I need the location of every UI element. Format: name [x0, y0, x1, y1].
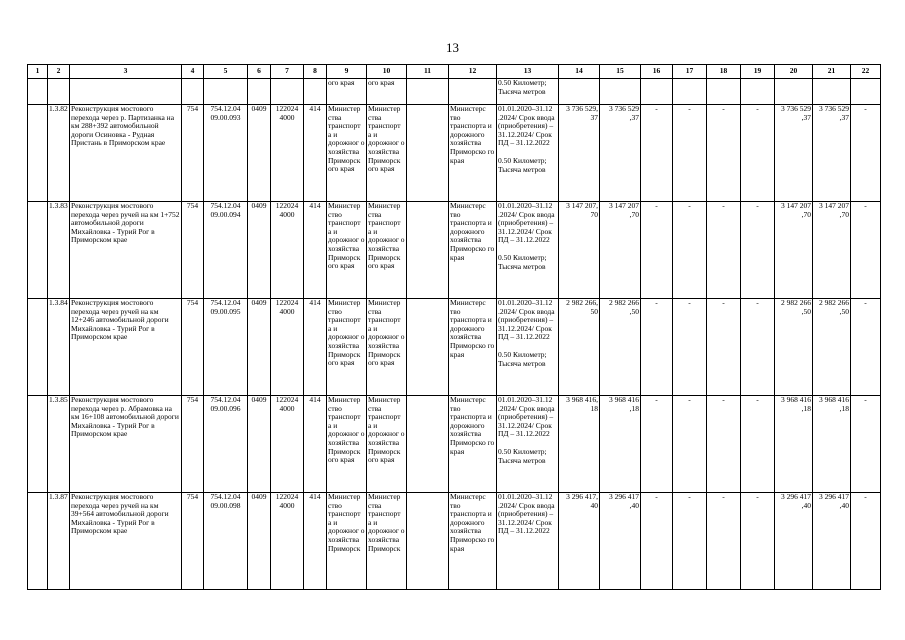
amount-cell: 3 736 529, 37 [559, 105, 600, 202]
code-cell: 0409 [248, 202, 271, 299]
code-cell: 754.12.04 09.00.094 [204, 202, 248, 299]
code-cell: 414 [304, 105, 327, 202]
owner-cell: Министер ства транспорт а и дорожног о хозяйства Приморск ого края [327, 105, 367, 202]
amount-cell: - [673, 396, 707, 493]
amount-cell: 3 968 416, 18 [559, 396, 600, 493]
amount-cell: - [707, 202, 741, 299]
row-number: 1.3.82 [48, 105, 70, 202]
amount-cell: 3 736 529 ,37 [813, 105, 851, 202]
manager-cell: ого края [367, 79, 407, 105]
customer-cell: Министерс тво транспорта и дорожного хозяйства Приморско го края [449, 105, 497, 202]
code-cell: 754 [182, 299, 204, 396]
code-cell: 0409 [248, 396, 271, 493]
amount-cell: - [741, 299, 775, 396]
header-cell: 19 [741, 65, 775, 79]
code-cell: 414 [304, 396, 327, 493]
header-cell: 14 [559, 65, 600, 79]
code-cell: 122024 4000 [271, 299, 304, 396]
terms-text: 01.01.2020–31.12 .2024/ Срок ввода (приобретения) – 31.12.2024/ Срок ПД – 31.12.2022 [498, 298, 555, 342]
header-cell: 8 [304, 65, 327, 79]
budget-table [27, 64, 881, 590]
amount-cell: - [707, 105, 741, 202]
object-name: Реконструкция мостового перехода через ручей на км 12+246 автомобильной дороги Михайловка - Турий Рог в Приморском крае [70, 299, 182, 396]
table-row-continued [28, 79, 881, 105]
code-cell: 414 [304, 493, 327, 590]
owner-cell: Министер ство транспорт а и дорожног о хозяйства Приморск [327, 493, 367, 590]
terms-cell [497, 299, 559, 396]
code-cell: 122024 4000 [271, 396, 304, 493]
amount-cell: 3 296 417 ,40 [813, 493, 851, 590]
amount-cell: 3 736 529 ,37 [775, 105, 813, 202]
code-cell: 754.12.04 09.00.093 [204, 105, 248, 202]
amount-cell: 3 968 416 ,18 [813, 396, 851, 493]
amount-cell: - [741, 396, 775, 493]
table-row [28, 105, 881, 202]
code-cell: 122024 4000 [271, 493, 304, 590]
code-cell: 414 [304, 299, 327, 396]
table-row [28, 396, 881, 493]
header-cell: 5 [204, 65, 248, 79]
amount-cell: 3 968 416 ,18 [600, 396, 641, 493]
header-cell: 12 [449, 65, 497, 79]
header-cell: 22 [851, 65, 881, 79]
code-cell: 754.12.04 09.00.098 [204, 493, 248, 590]
header-cell: 9 [327, 65, 367, 79]
capacity-text: 0.50 Километр; Тысяча метров [498, 252, 547, 271]
code-cell: 414 [304, 202, 327, 299]
amount-cell: 3 296 417, 40 [559, 493, 600, 590]
header-cell: 7 [271, 65, 304, 79]
table-row [28, 299, 881, 396]
row-number: 1.3.83 [48, 202, 70, 299]
capacity-text: 0.50 Километр; Тысяча метров [498, 155, 547, 174]
code-cell: 754 [182, 105, 204, 202]
object-name: Реконструкция мостового перехода через ручей на км 39+564 автомобильной дороги Михайловка - Турий Рог в Приморском крае [70, 493, 182, 590]
header-cell: 1 [28, 65, 48, 79]
code-cell: 754 [182, 493, 204, 590]
amount-cell: - [641, 202, 673, 299]
amount-cell: 3 296 417 ,40 [600, 493, 641, 590]
object-name: Реконструкция мостового перехода через р. Абрамовка на км 16+108 автомобильной дороги Михайловка - Турий Рог в Приморском крае [70, 396, 182, 493]
object-name: Реконструкция мостового перехода через ручей на км 1+752 автомобильной дороги Михайловка - Турий Рог в Приморском крае [70, 202, 182, 299]
code-cell: 122024 4000 [271, 202, 304, 299]
owner-cell: Министер ство транспорт а и дорожног о хозяйства Приморск ого края [327, 299, 367, 396]
manager-cell: Министер ства транспорт а и дорожног о хозяйства Приморск ого края [367, 202, 407, 299]
terms-text: 01.01.2020–31.12 .2024/ Срок ввода (приобретения) – 31.12.2024/ Срок ПД – 31.12.2022 [498, 395, 555, 439]
amount-cell: - [673, 299, 707, 396]
customer-cell: Министерс тво транспорта и дорожного хозяйства Приморско го края [449, 493, 497, 590]
manager-cell: Министер ства транспорт а и дорожног о хозяйства Приморск ого края [367, 299, 407, 396]
table-row [28, 493, 881, 590]
object-name: Реконструкция мостового перехода через р. Партизанка на км 288+392 автомобильной дороги Осиновка - Рудная Пристань в Приморском крае [70, 105, 182, 202]
amount-cell: - [851, 299, 881, 396]
amount-cell: - [741, 493, 775, 590]
amount-cell: 3 147 207, 70 [559, 202, 600, 299]
amount-cell: - [641, 105, 673, 202]
amount-cell: 3 147 207 ,70 [775, 202, 813, 299]
amount-cell: 3 736 529 ,37 [600, 105, 641, 202]
amount-cell: 2 982 266, 50 [559, 299, 600, 396]
amount-cell: - [851, 396, 881, 493]
terms-text: 01.01.2020–31.12 .2024/ Срок ввода (приобретения) – 31.12.2024/ Срок ПД – 31.12.2022 [498, 492, 555, 536]
page-number: 13 [446, 40, 459, 55]
code-cell: 0409 [248, 105, 271, 202]
customer-cell: Министерс тво транспорта и дорожного хозяйства Приморско го края [449, 202, 497, 299]
amount-cell: - [707, 299, 741, 396]
amount-cell: 3 147 207 ,70 [600, 202, 641, 299]
manager-cell: Министер ства транспорт а и дорожног о хозяйства Приморск ого края [367, 396, 407, 493]
owner-cell: ого края [327, 79, 367, 105]
amount-cell: - [707, 493, 741, 590]
header-cell: 13 [497, 65, 559, 79]
amount-cell: 3 296 417 ,40 [775, 493, 813, 590]
code-cell: 754 [182, 202, 204, 299]
row-number: 1.3.87 [48, 493, 70, 590]
customer-cell: Министерс тво транспорта и дорожного хозяйства Приморско го края [449, 396, 497, 493]
code-cell: 754.12.04 09.00.096 [204, 396, 248, 493]
code-cell: 754.12.04 09.00.095 [204, 299, 248, 396]
header-cell: 11 [407, 65, 449, 79]
amount-cell: - [851, 202, 881, 299]
code-cell: 0409 [248, 493, 271, 590]
table-row [28, 202, 881, 299]
manager-cell: Министер ства транспорт а и дорожног о хозяйства Приморск [367, 493, 407, 590]
amount-cell: - [641, 493, 673, 590]
manager-cell: Министер ства транспорт а и дорожног о хозяйства Приморск ого края [367, 105, 407, 202]
amount-cell: 2 982 266 ,50 [813, 299, 851, 396]
header-cell: 21 [813, 65, 851, 79]
header-cell: 4 [182, 65, 204, 79]
header-row [28, 65, 881, 79]
row-number: 1.3.85 [48, 396, 70, 493]
amount-cell: - [641, 299, 673, 396]
owner-cell: Министер ство транспорт а и дорожног о хозяйства Приморск ого края [327, 396, 367, 493]
header-cell: 3 [70, 65, 182, 79]
amount-cell: 2 982 266 ,50 [775, 299, 813, 396]
amount-cell: - [851, 105, 881, 202]
header-cell: 10 [367, 65, 407, 79]
amount-cell: - [673, 493, 707, 590]
customer-cell: Министерс тво транспорта и дорожного хозяйства Приморско го края [449, 299, 497, 396]
owner-cell: Министер ство транспорт а и дорожног о хозяйства Приморск ого края [327, 202, 367, 299]
amount-cell: - [741, 105, 775, 202]
amount-cell: - [641, 396, 673, 493]
amount-cell: 3 968 416 ,18 [775, 396, 813, 493]
terms-text: 01.01.2020–31.12 .2024/ Срок ввода (приобретения) – 31.12.2024/ Срок ПД – 31.12.2022 [498, 104, 555, 148]
terms-cell [497, 396, 559, 493]
amount-cell: - [707, 396, 741, 493]
header-cell: 20 [775, 65, 813, 79]
terms-text: 01.01.2020–31.12 .2024/ Срок ввода (приобретения) – 31.12.2024/ Срок ПД – 31.12.2022 [498, 201, 555, 245]
header-cell: 6 [248, 65, 271, 79]
capacity-cell: 0.50 Километр; Тысяча метров [497, 79, 559, 105]
header-cell: 18 [707, 65, 741, 79]
code-cell: 0409 [248, 299, 271, 396]
terms-cell [497, 105, 559, 202]
header-cell: 2 [48, 65, 70, 79]
amount-cell: 2 982 266 ,50 [600, 299, 641, 396]
header-cell: 16 [641, 65, 673, 79]
header-cell: 15 [600, 65, 641, 79]
amount-cell: 3 147 207 ,70 [813, 202, 851, 299]
amount-cell: - [673, 105, 707, 202]
terms-cell [497, 202, 559, 299]
code-cell: 754 [182, 396, 204, 493]
amount-cell: - [851, 493, 881, 590]
capacity-text: 0.50 Километр; Тысяча метров [498, 446, 547, 465]
code-cell: 122024 4000 [271, 105, 304, 202]
amount-cell: - [741, 202, 775, 299]
header-cell: 17 [673, 65, 707, 79]
row-number: 1.3.84 [48, 299, 70, 396]
terms-cell [497, 493, 559, 590]
amount-cell: - [673, 202, 707, 299]
capacity-text: 0.50 Километр; Тысяча метров [498, 349, 547, 368]
